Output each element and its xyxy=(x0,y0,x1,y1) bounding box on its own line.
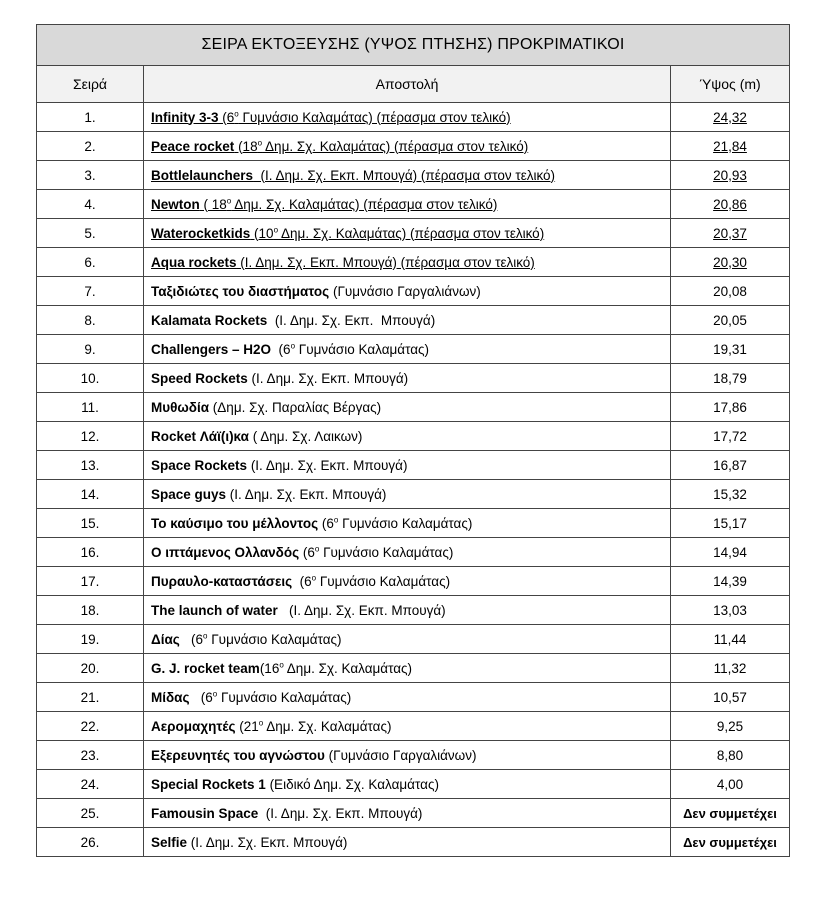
height-value: 18,79 xyxy=(713,370,747,386)
height-cell xyxy=(671,654,790,683)
team-name: Μυθωδία xyxy=(151,399,210,415)
mission-cell xyxy=(144,306,671,335)
title-row xyxy=(37,25,790,66)
rank-cell: 10. xyxy=(37,364,144,393)
school-text: (Ι. Δημ. Σχ. Εκπ. Μπουγά) xyxy=(247,457,408,473)
school-text: (6 xyxy=(218,109,235,125)
team-name: Infinity 3-3 xyxy=(151,109,219,125)
mission-cell xyxy=(144,509,671,538)
school-text: (Ι. Δημ. Σχ. Εκπ. Μπουγά) xyxy=(187,834,348,850)
school-text-rest: Δημ. Σχ. Καλαμάτας) xyxy=(283,660,413,676)
team-name: Ο ιπτάμενος Ολλανδός xyxy=(151,544,300,560)
school-text-rest: Δημ. Σχ. Καλαμάτας) (πέρασμα στον τελικό) xyxy=(262,138,529,154)
height-cell xyxy=(671,219,790,248)
header-height: Ύψος (m) xyxy=(671,66,790,103)
table-row xyxy=(37,683,790,712)
height-value: 4,00 xyxy=(716,776,744,792)
height-value: 15,17 xyxy=(713,515,747,531)
team-name: G. J. rocket team xyxy=(151,660,260,676)
team-name: Bottlelaunchers xyxy=(151,167,254,183)
table-row xyxy=(37,190,790,219)
height-cell xyxy=(671,451,790,480)
school-text-rest: Γυμνάσιο Καλαμάτας) xyxy=(295,341,430,357)
mission-text xyxy=(151,719,391,734)
not-participating-label: Δεν συμμετέχει xyxy=(683,805,777,821)
height-value: 9,25 xyxy=(716,718,744,734)
ordinal-superscript: ο xyxy=(203,631,208,640)
mission-text xyxy=(151,690,351,705)
height-cell xyxy=(671,712,790,741)
team-name: Challengers – H2O xyxy=(151,341,272,357)
table-row xyxy=(37,132,790,161)
table-row xyxy=(37,741,790,770)
height-value: 17,72 xyxy=(713,428,747,444)
mission-text xyxy=(151,516,472,531)
school-text: ( Δημ. Σχ. Λαικων) xyxy=(248,428,363,444)
school-text: (6 xyxy=(292,573,312,589)
rank-cell: 12. xyxy=(37,422,144,451)
mission-text xyxy=(151,110,511,125)
team-name: Ταξιδιώτες του διαστήματος xyxy=(151,283,330,299)
rank-cell: 11. xyxy=(37,393,144,422)
table-row xyxy=(37,828,790,857)
ordinal-superscript: ο xyxy=(234,109,239,118)
rank-cell: 23. xyxy=(37,741,144,770)
height-value: 10,57 xyxy=(713,689,747,705)
rank-cell: 1. xyxy=(37,103,144,132)
mission-text xyxy=(151,574,450,589)
team-name: Rocket Λάϊ(ι)κα xyxy=(151,428,249,444)
mission-cell xyxy=(144,625,671,654)
rank-cell: 5. xyxy=(37,219,144,248)
ordinal-superscript: ο xyxy=(226,196,232,205)
school-text: (Ι. Δημ. Σχ. Εκπ. Μπουγά) (πέρασμα στον τελικό) xyxy=(253,167,556,183)
height-value: 20,37 xyxy=(713,225,747,241)
height-cell xyxy=(671,393,790,422)
height-cell xyxy=(671,741,790,770)
rank-cell: 2. xyxy=(37,132,144,161)
mission-cell xyxy=(144,219,671,248)
mission-cell xyxy=(144,567,671,596)
height-value: 13,03 xyxy=(713,602,747,618)
mission-cell xyxy=(144,161,671,190)
height-value: 21,84 xyxy=(713,138,747,154)
mission-cell xyxy=(144,451,671,480)
mission-text xyxy=(151,777,439,792)
rank-cell: 26. xyxy=(37,828,144,857)
height-cell xyxy=(671,596,790,625)
rank-cell: 21. xyxy=(37,683,144,712)
mission-text xyxy=(151,226,544,241)
table-row xyxy=(37,625,790,654)
mission-text xyxy=(151,371,408,386)
school-text: (Ι. Δημ. Σχ. Εκπ. Μπουγά) xyxy=(226,486,387,502)
mission-cell xyxy=(144,654,671,683)
school-text-rest: Γυμνάσιο Καλαμάτας) xyxy=(338,515,473,531)
height-cell xyxy=(671,538,790,567)
table-row xyxy=(37,538,790,567)
mission-cell xyxy=(144,335,671,364)
team-name: Αερομαχητές xyxy=(151,718,236,734)
header-rank: Σειρά xyxy=(37,66,144,103)
school-text: (Ι. Δημ. Σχ. Εκπ. Μπουγά) (πέρασμα στον τελικό) xyxy=(236,254,535,270)
mission-text xyxy=(151,632,342,647)
rank-cell: 9. xyxy=(37,335,144,364)
school-text: (6 xyxy=(189,689,213,705)
table-title: ΣΕΙΡΑ ΕΚΤΟΞΕΥΣΗΣ (ΥΨΟΣ ΠΤΗΣΗΣ) ΠΡΟΚΡΙΜΑΤΙΚΟΙ xyxy=(37,25,790,66)
mission-text xyxy=(151,168,555,183)
team-name: Aqua rockets xyxy=(151,254,237,270)
ordinal-superscript: ο xyxy=(273,225,279,234)
mission-cell xyxy=(144,480,671,509)
height-cell xyxy=(671,132,790,161)
team-name: Newton xyxy=(151,196,200,212)
mission-text xyxy=(151,284,481,299)
table-row xyxy=(37,770,790,799)
header-row xyxy=(37,66,790,103)
rank-cell: 7. xyxy=(37,277,144,306)
height-cell xyxy=(671,335,790,364)
table-row xyxy=(37,103,790,132)
height-cell xyxy=(671,683,790,712)
mission-text xyxy=(151,748,476,763)
height-value: 11,44 xyxy=(713,631,747,647)
school-text: (6 xyxy=(318,515,334,531)
team-name: The launch of water xyxy=(151,602,278,618)
height-cell xyxy=(671,625,790,654)
school-text: (Ι. Δημ. Σχ. Εκπ. Μπουγά) xyxy=(247,370,409,386)
height-cell xyxy=(671,306,790,335)
team-name: Space guys xyxy=(151,486,227,502)
height-cell xyxy=(671,190,790,219)
ordinal-superscript: ο xyxy=(314,544,320,553)
school-text-rest: Δημ. Σχ. Καλαμάτας) xyxy=(263,718,392,734)
table-row xyxy=(37,277,790,306)
team-name: Το καύσιμο του μέλλοντος xyxy=(151,515,319,531)
table-row xyxy=(37,364,790,393)
rank-cell: 6. xyxy=(37,248,144,277)
mission-text xyxy=(151,313,435,328)
school-text-rest: Γυμνάσιο Καλαμάτας) xyxy=(319,544,454,560)
mission-cell xyxy=(144,741,671,770)
height-cell xyxy=(671,161,790,190)
height-value: 17,86 xyxy=(713,399,747,415)
ordinal-superscript: ο xyxy=(279,660,284,669)
rank-cell: 8. xyxy=(37,306,144,335)
mission-cell xyxy=(144,103,671,132)
not-participating-label: Δεν συμμετέχει xyxy=(683,834,777,850)
mission-cell xyxy=(144,190,671,219)
ordinal-superscript: ο xyxy=(333,515,339,524)
ordinal-superscript: ο xyxy=(257,138,263,147)
mission-text xyxy=(151,139,528,154)
height-value: 14,39 xyxy=(713,573,747,589)
height-value: 20,93 xyxy=(713,167,747,183)
height-value: 20,08 xyxy=(713,283,747,299)
height-value: 11,32 xyxy=(713,660,747,676)
team-name: Speed Rockets xyxy=(151,370,248,386)
height-value: 24,32 xyxy=(713,109,747,125)
table-row xyxy=(37,712,790,741)
team-name: Μίδας xyxy=(151,689,190,705)
mission-cell xyxy=(144,596,671,625)
height-value: 20,30 xyxy=(713,254,747,270)
ordinal-superscript: ο xyxy=(290,341,296,350)
mission-cell xyxy=(144,828,671,857)
mission-cell xyxy=(144,422,671,451)
table-row xyxy=(37,799,790,828)
mission-text xyxy=(151,197,497,212)
table-row xyxy=(37,161,790,190)
rank-cell: 19. xyxy=(37,625,144,654)
school-text: (6 xyxy=(299,544,315,560)
height-cell xyxy=(671,103,790,132)
mission-text xyxy=(151,806,422,821)
mission-cell xyxy=(144,770,671,799)
school-text: (16 xyxy=(259,660,280,676)
rank-cell: 4. xyxy=(37,190,144,219)
team-name: Δίας xyxy=(151,631,180,647)
height-cell xyxy=(671,422,790,451)
table-row xyxy=(37,306,790,335)
ordinal-superscript: ο xyxy=(311,573,317,582)
table-row xyxy=(37,509,790,538)
team-name: Εξερευνητές του αγνώστου xyxy=(151,747,325,763)
school-text: (Γυμνάσιο Γαργαλιάνων) xyxy=(329,283,481,299)
mission-text xyxy=(151,835,347,850)
rank-cell: 16. xyxy=(37,538,144,567)
table-row xyxy=(37,335,790,364)
mission-text xyxy=(151,545,453,560)
mission-cell xyxy=(144,683,671,712)
team-name: Famousin Space xyxy=(151,805,259,821)
height-cell xyxy=(671,364,790,393)
height-value: 14,94 xyxy=(713,544,747,560)
mission-text xyxy=(151,603,446,618)
team-name: Selfie xyxy=(151,834,188,850)
team-name: Πυραυλο-καταστάσεις xyxy=(151,573,293,589)
height-value: 8,80 xyxy=(716,747,744,763)
table-row xyxy=(37,422,790,451)
rank-cell: 15. xyxy=(37,509,144,538)
school-text: (Ι. Δημ. Σχ. Εκπ. Μπουγά) xyxy=(267,312,436,328)
height-cell xyxy=(671,770,790,799)
mission-cell xyxy=(144,799,671,828)
mission-cell xyxy=(144,712,671,741)
height-cell xyxy=(671,480,790,509)
mission-text xyxy=(151,458,407,473)
height-cell xyxy=(671,277,790,306)
height-value: 20,05 xyxy=(713,312,747,328)
rank-cell: 3. xyxy=(37,161,144,190)
rank-cell: 25. xyxy=(37,799,144,828)
height-cell xyxy=(671,248,790,277)
mission-cell xyxy=(144,248,671,277)
height-value: 19,31 xyxy=(713,341,747,357)
height-value: 15,32 xyxy=(713,486,747,502)
school-text: (Ι. Δημ. Σχ. Εκπ. Μπουγά) xyxy=(277,602,446,618)
header-mission: Αποστολή xyxy=(144,66,671,103)
table-row xyxy=(37,248,790,277)
school-text: (6 xyxy=(179,631,204,647)
height-cell xyxy=(671,567,790,596)
mission-text xyxy=(151,429,362,444)
mission-text xyxy=(151,342,429,357)
school-text: (Ειδικό Δημ. Σχ. Καλαμάτας) xyxy=(265,776,439,792)
mission-text xyxy=(151,487,386,502)
rank-cell: 24. xyxy=(37,770,144,799)
mission-cell xyxy=(144,393,671,422)
rank-cell: 14. xyxy=(37,480,144,509)
school-text: (Γυμνάσιο Γαργαλιάνων) xyxy=(324,747,477,763)
mission-cell xyxy=(144,538,671,567)
height-cell xyxy=(671,828,790,857)
team-name: Kalamata Rockets xyxy=(151,312,268,328)
height-cell xyxy=(671,509,790,538)
school-text-rest: Γυμνάσιο Καλαμάτας) xyxy=(217,689,352,705)
team-name: Waterocketkids xyxy=(151,225,251,241)
team-name: Special Rockets 1 xyxy=(151,776,266,792)
school-text-rest: Γυμνάσιο Καλαμάτας) xyxy=(207,631,342,647)
rank-cell: 13. xyxy=(37,451,144,480)
school-text: (Δημ. Σχ. Παραλίας Βέργας) xyxy=(209,399,382,415)
school-text: (18 xyxy=(234,138,258,154)
school-text-rest: Γυμνάσιο Καλαμάτας) (πέρασμα στον τελικό) xyxy=(238,109,511,125)
mission-cell xyxy=(144,364,671,393)
school-text-rest: Δημ. Σχ. Καλαμάτας) (πέρασμα στον τελικό) xyxy=(231,196,498,212)
ordinal-superscript: ο xyxy=(212,689,218,698)
mission-text xyxy=(151,255,535,270)
table-row xyxy=(37,393,790,422)
rank-cell: 22. xyxy=(37,712,144,741)
school-text: (10 xyxy=(250,225,274,241)
table-row xyxy=(37,596,790,625)
school-text: ( 18 xyxy=(199,196,227,212)
team-name: Space Rockets xyxy=(151,457,248,473)
table-row xyxy=(37,567,790,596)
mission-text xyxy=(151,661,412,676)
height-value: 20,86 xyxy=(713,196,747,212)
height-value: 16,87 xyxy=(713,457,747,473)
ordinal-superscript: ο xyxy=(258,718,264,727)
school-text-rest: Δημ. Σχ. Καλαμάτας) (πέρασμα στον τελικό) xyxy=(278,225,545,241)
school-text: (6 xyxy=(271,341,291,357)
mission-cell xyxy=(144,277,671,306)
school-text: (21 xyxy=(235,718,259,734)
rank-cell: 17. xyxy=(37,567,144,596)
school-text: (Ι. Δημ. Σχ. Εκπ. Μπουγά) xyxy=(258,805,423,821)
rank-cell: 20. xyxy=(37,654,144,683)
table-row xyxy=(37,654,790,683)
height-cell xyxy=(671,799,790,828)
mission-text xyxy=(151,400,381,415)
school-text-rest: Γυμνάσιο Καλαμάτας) xyxy=(316,573,451,589)
rank-cell: 18. xyxy=(37,596,144,625)
table-row xyxy=(37,451,790,480)
team-name: Peace rocket xyxy=(151,138,235,154)
table-row xyxy=(37,219,790,248)
mission-cell xyxy=(144,132,671,161)
table-row xyxy=(37,480,790,509)
results-table xyxy=(36,24,790,857)
